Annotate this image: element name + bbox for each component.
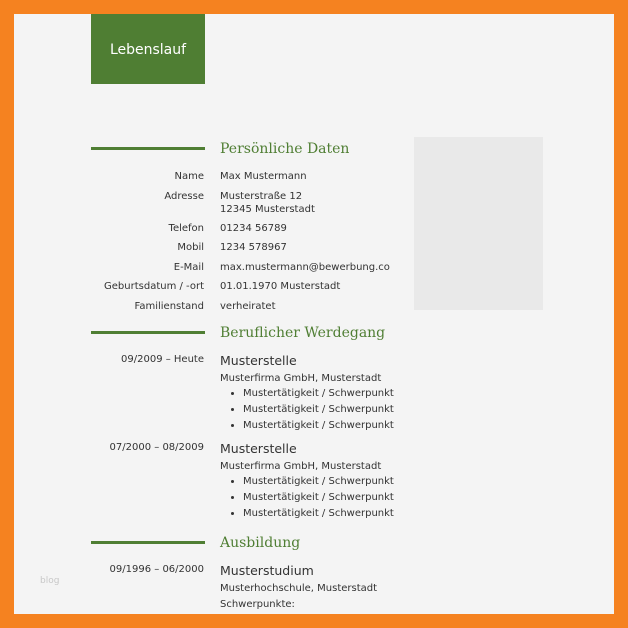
career-task: • Mustertätigkeit / Schwerpunkt <box>243 474 394 490</box>
career-task: • Mustertätigkeit / Schwerpunkt <box>243 490 394 506</box>
label-name: Name <box>174 171 204 182</box>
career-company: Musterfirma GmbH, Musterstadt <box>220 461 382 472</box>
education-date: 09/1996 – 06/2000 <box>109 564 204 575</box>
career-task: • Mustertätigkeit / Schwerpunkt <box>243 506 394 522</box>
career-date: 09/2009 – Heute <box>121 354 204 365</box>
watermark: blog <box>40 576 60 586</box>
section-rule-education <box>91 541 205 544</box>
section-heading-education: Ausbildung <box>220 535 301 551</box>
section-rule-personal <box>91 147 205 150</box>
education-program: Musterstudium <box>220 563 314 578</box>
value-name: Max Mustermann <box>220 171 307 182</box>
value-mobile: 1234 578967 <box>220 242 287 253</box>
label-mobile: Mobil <box>177 242 204 253</box>
career-task-list <box>220 474 394 522</box>
label-phone: Telefon <box>168 223 204 234</box>
label-marital: Familienstand <box>134 301 204 312</box>
value-street: Musterstraße 12 <box>220 191 303 202</box>
career-position: Musterstelle <box>220 441 297 456</box>
section-heading-career: Beruflicher Werdegang <box>220 325 386 341</box>
cv-page <box>14 14 614 614</box>
label-address: Adresse <box>164 191 204 202</box>
value-marital: verheiratet <box>220 301 276 312</box>
career-position: Musterstelle <box>220 353 297 368</box>
label-birth: Geburtsdatum / -ort <box>104 281 204 292</box>
career-date: 07/2000 – 08/2009 <box>109 442 204 453</box>
career-task: • Mustertätigkeit / Schwerpunkt <box>243 402 394 418</box>
section-heading-personal: Persönliche Daten <box>220 141 350 157</box>
career-task-list <box>220 386 394 434</box>
label-email: E-Mail <box>173 262 204 273</box>
education-focus-label: Schwerpunkte: <box>220 599 295 610</box>
section-rule-career <box>91 331 205 334</box>
value-city: 12345 Musterstadt <box>220 204 315 215</box>
career-company: Musterfirma GmbH, Musterstadt <box>220 373 382 384</box>
photo-placeholder <box>414 137 543 310</box>
career-task: • Mustertätigkeit / Schwerpunkt <box>243 418 394 434</box>
education-school: Musterhochschule, Musterstadt <box>220 583 378 594</box>
value-phone: 01234 56789 <box>220 223 287 234</box>
value-email: max.mustermann@bewerbung.co <box>220 262 390 273</box>
value-birth: 01.01.1970 Musterstadt <box>220 281 341 292</box>
career-task: • Mustertätigkeit / Schwerpunkt <box>243 386 394 402</box>
cv-title: Lebenslauf <box>91 14 205 84</box>
